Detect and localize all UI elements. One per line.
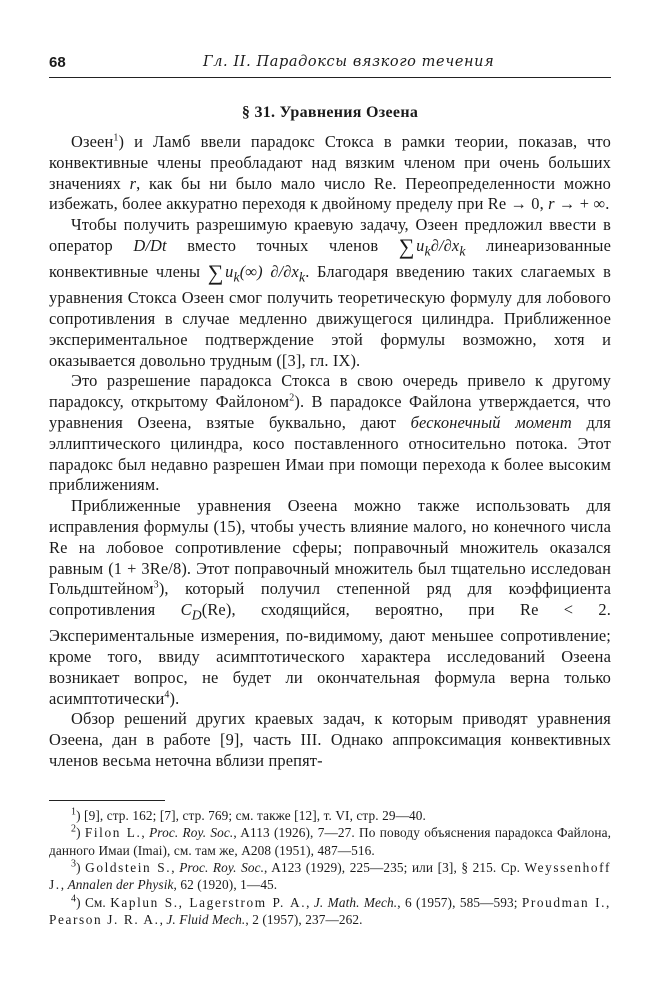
footnote-ref-4: 4 — [164, 689, 170, 701]
footnote-ref-2: 2 — [289, 392, 295, 404]
operator-formula: D/Dt — [133, 235, 167, 255]
paragraph-3: Это разрешение парадокса Стокса в свою очередь привело к другому парадоксу, открытому Файлоном$^2$). В парадоксе Файлона утверждается, что уравнения Озеена, взятые буквально, дают бесконечный момент для эллиптического цилиндра, косо поставленного относительно потока. Этот парадокс был недавно разрешен Имаи при помощи перехода к более высоким приближениям. — [49, 371, 611, 495]
footnote-4: $^4$) См. Kaplun S., Lagerstrom P. A., J. Math. Mech., 6 (1957), 585—593; Proudman I., Pearson J. R. A., J. Fluid Mech., 2 (1957), 237—262. — [49, 893, 611, 928]
footnote-divider — [49, 800, 165, 801]
footnote-1: $^1$) [9], стр. 162; [7], стр. 769; см. также [12], т. VI, стр. 29—40. — [71, 806, 426, 823]
paragraph-1: Озеен$^1$) и Ламб ввели парадокс Стокса в рамки теории, показав, что конвективные члены преобладают над вязким членом при очень больших значениях r, как бы ни было мало число Re. Переопределенности можно избежать, более аккуратно переходя к двойному пределу при Re → 0, r → + ∞. — [49, 132, 612, 214]
paragraph-5: Обзор решений других краевых задач, к которым приводят уравнения Озеена, дан в работе [9], часть III. Однако аппроксимация конвективных членов весьма неточна вблизи препят- — [49, 709, 611, 770]
running-title: Гл. II. Парадоксы вязкого течения — [203, 54, 495, 70]
header-rule — [49, 77, 611, 78]
paragraph-2: Чтобы получить разрешимую краевую задачу, Озеен предложил ввести в оператор D/Dt вместо точных членов ∑ $u_k\partial/\partial x_k$ линеаризованные конвективные члены ∑ $u_k(\infty)$ $\partial/\partial x_k$. Благодаря введению таких слагаемых в уравнения Стокса Озеен смог получить теоретическую формулу для лобового сопротивления в случае медленно движущегося цилиндра. Приближенное экспериментальное подтверждение этой формулы возможно, хотя и оказывается довольно трудным ([3], гл. IX). — [49, 215, 612, 370]
page-number: 68 — [49, 54, 66, 71]
footnote-3: $^3$) Goldstein S., Proc. Roy. Soc., A123 (1929), 225—235; или [3], § 215. Ср. Weyssenhoff J., Annalen der Physik, 62 (1920), 1—45. — [49, 858, 611, 893]
section-title: § 31. Уравнения Озеена — [241, 104, 419, 121]
page-header — [49, 54, 611, 78]
footnote-ref-1: 1 — [113, 132, 119, 144]
sum-symbol: ∑ — [207, 260, 224, 286]
sum-symbol: ∑ — [398, 233, 415, 259]
paragraph-4: Приближенные уравнения Озеена можно также использовать для исправления формулы (15), чтобы учесть влияние малого, но конечного числа Re на лобовое сопротивление сферы; поправочный множитель оказался равным (1 + 3Re/8). Этот поправочный множитель был тщательно исследован Гольдштейном$^3$), который получил степенной ряд для коэффициента сопротивления $C_D(Re)$, сходящийся, вероятно, при Re < 2. Экспериментальные измерения, по-видимому, дают меньшее сопротивление; кроме того, ввиду асимптотического характера исследований Озеена возникает вопрос, не будет ли окончательная формула верна только асимптотически$^4$). — [49, 496, 611, 708]
footnote-ref-3: 3 — [153, 579, 159, 591]
book-page — [49, 54, 611, 929]
footnote-2: $^2$) Filon L., Proc. Roy. Soc., A113 (1926), 7—27. По поводу объяснения парадокса Файлона, данного Имаи (Imai), см. там же, A208 (1951), 487—516. — [49, 823, 611, 858]
